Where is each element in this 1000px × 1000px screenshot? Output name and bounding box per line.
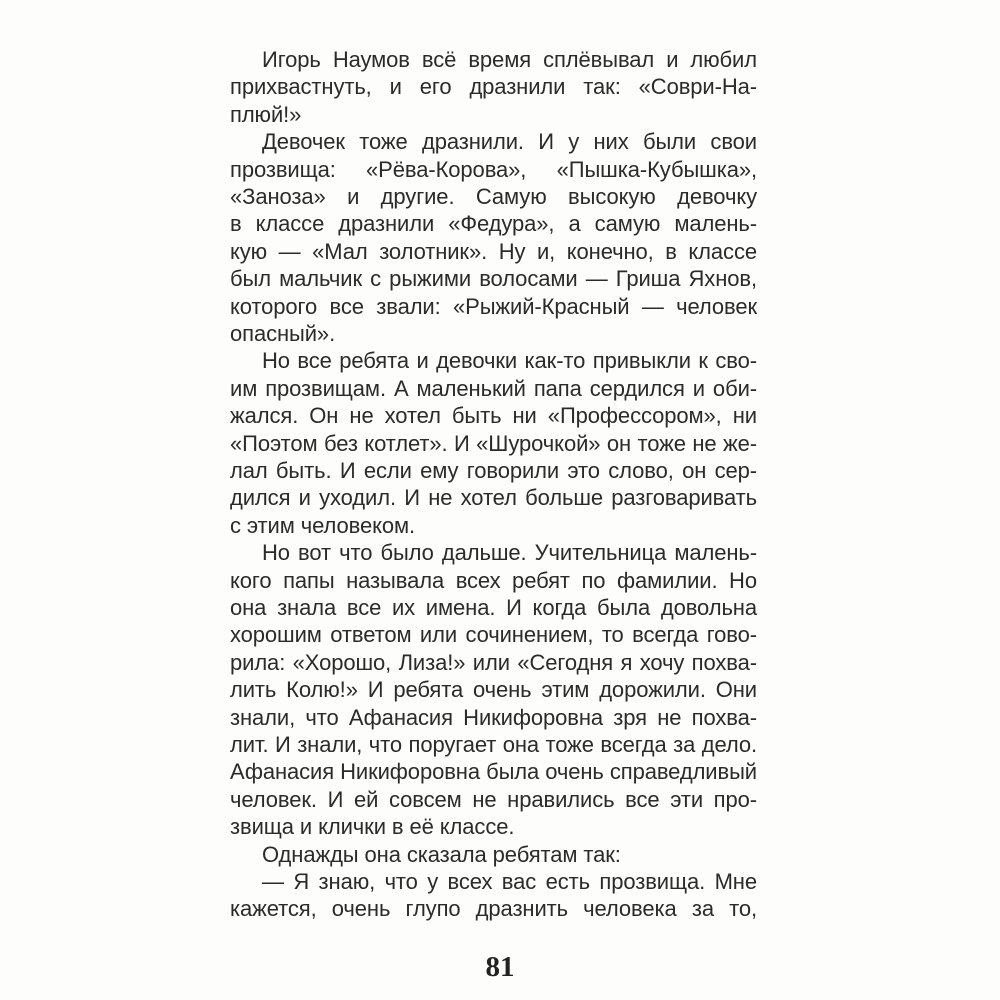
text-line: опасный». (230, 321, 336, 346)
text-line: она знала все их имена. И когда была довольна (230, 595, 757, 620)
text-line: Игорь Наумов всё время сплёвывал и любил (262, 47, 757, 72)
text-line: лит. И знали, что поругает она тоже всегда за дело. (230, 732, 757, 757)
text-line: лал быть. И если ему говорили это слово, он сер- (230, 458, 757, 483)
text-line: лить Колю!» И ребята очень этим дорожили. Они (230, 677, 757, 703)
text-line: звища и клички в её классе. (230, 814, 515, 840)
text-line: рила: «Хорошо, Лиза!» или «Сегодня я хочу похва- (230, 649, 757, 675)
text-line: им прозвищам. А маленький папа сердился и оби- (230, 375, 757, 401)
text-line: дился и уходил. И не хотел больше разговаривать (230, 485, 757, 511)
text-line: Но все ребята и девочки как-то привыкли к сво- (262, 348, 757, 374)
text-line: «Заноза» и другие. Самую высокую девочку (230, 184, 757, 209)
text-line: с этим человеком. (230, 512, 416, 538)
text-line: Но вот что было дальше. Учительница малень- (262, 540, 757, 566)
text-line: человек. И ей совсем не нравились все эти про- (230, 786, 757, 812)
text-line: которого все звали: «Рыжий-Красный — человек (230, 293, 757, 319)
page-number: 81 (485, 951, 515, 983)
text-line: кую — «Мал золотник». Ну и, конечно, в классе (230, 238, 757, 264)
text-line: жался. Он не хотел быть ни «Профессором», ни (230, 403, 757, 429)
text-line: — Я знаю, что у всех вас есть прозвища. Мне (262, 869, 757, 894)
text-line: «Поэтом без котлет». И «Шурочкой» он тоже не же- (230, 430, 757, 456)
text-line: Афанасия Никифоровна была очень справедливый (230, 759, 757, 785)
text-line: Однажды она сказала ребятам так: (262, 841, 621, 867)
text-line: был мальчик с рыжими волосами — Гриша Яхнов, (230, 266, 757, 292)
text-line: знали, что Афанасия Никифоровна зря не похва- (230, 704, 757, 730)
text-line: плюй!» (230, 101, 302, 127)
text-line: кого папы называла всех ребят по фамилии. Но (230, 567, 757, 593)
text-line: хорошим ответом или сочинением, то всегда гово- (230, 622, 757, 648)
text-line: прихвастнуть, и его дразнили так: «Соври-На- (230, 74, 757, 100)
text-line: Девочек тоже дразнили. И у них были свои (262, 129, 757, 155)
text-line: кажется, очень глупо дразнить человека за то, (230, 896, 757, 922)
text-line: в классе дразнили «Федура», а самую малень- (230, 211, 757, 237)
text-line: прозвища: «Рёва-Корова», «Пышка-Кубышка», (230, 156, 757, 182)
